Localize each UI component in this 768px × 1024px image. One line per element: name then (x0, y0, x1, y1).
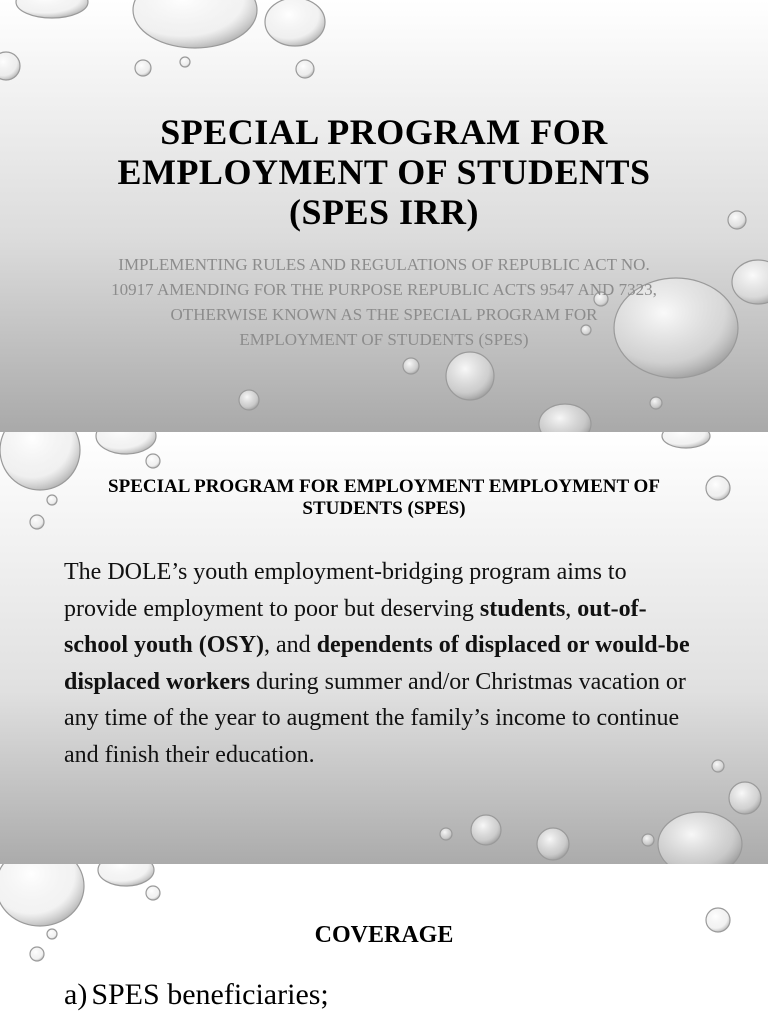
program-description (64, 554, 704, 773)
program-description-slide (0, 432, 768, 864)
para-text-4: during summer and/or Christmas vacation or any time of the year to augment the family’s income to continue and finish their education. (64, 668, 686, 768)
slide-subtitle: IMPLEMENTING RULES AND REGULATIONS OF REPUBLIC ACT NO. 10917 AMENDING FOR THE PURPOSE REPUBLIC ACTS 9547 AND 7323, OTHERWISE KNOWN AS THE SPECIAL PROGRAM FOR EMPLOYMENT OF STUDENTS (SPES) (111, 255, 657, 349)
list-item-text: SPES beneficiaries; (91, 978, 329, 1011)
coverage-list-item (64, 978, 329, 1012)
para-bold-dependents: dependents of displaced or would-be displaced workers (64, 632, 690, 695)
para-bold-osy: out-of-school youth (OSY) (64, 595, 647, 658)
list-marker: a) (64, 978, 88, 1011)
para-text-1: The DOLE’s youth employment-bridging program aims to provide employment to poor but deserving (64, 559, 627, 622)
para-bold-students: students (479, 595, 566, 622)
para-text-3: , and (264, 632, 317, 658)
section-heading: SPECIAL PROGRAM FOR EMPLOYMENT EMPLOYMENT OF STUDENTS (SPES) (108, 476, 660, 519)
para-text-2: , (565, 595, 578, 622)
title-slide (0, 0, 768, 432)
coverage-heading: COVERAGE (314, 922, 454, 948)
coverage-slide (0, 864, 768, 1024)
slide-title: SPECIAL PROGRAM FOR EMPLOYMENT OF STUDENTS (SPES IRR) (117, 112, 651, 232)
